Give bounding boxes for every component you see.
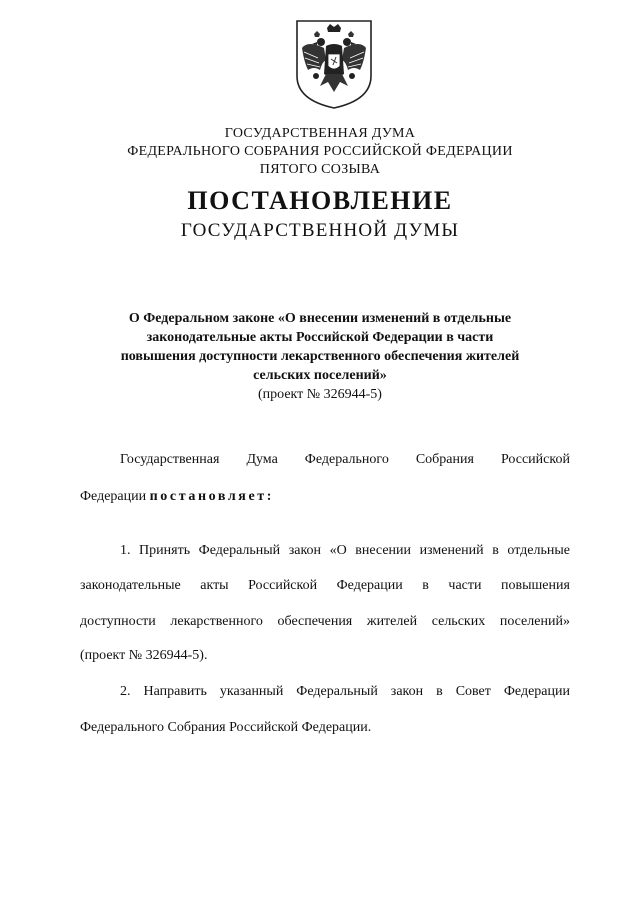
word: Совет bbox=[455, 684, 491, 699]
subject-project-number: (проект № 326944-5) bbox=[258, 387, 382, 402]
word: в bbox=[492, 543, 499, 558]
word: Федеральный bbox=[198, 543, 281, 558]
word: Дума bbox=[246, 452, 278, 467]
org-name-line2: ФЕДЕРАЛЬНОГО СОБРАНИЯ РОССИЙСКОЙ ФЕДЕРАЦИИ bbox=[127, 144, 513, 159]
word: обеспечения bbox=[277, 614, 353, 629]
decree-word: постановляет: bbox=[149, 489, 275, 504]
document-subtitle: ГОСУДАРСТВЕННОЙ ДУМЫ bbox=[180, 220, 460, 241]
item1-line1 bbox=[80, 543, 570, 559]
preamble-line2 bbox=[80, 489, 570, 505]
word: в bbox=[436, 684, 443, 699]
subject-heading bbox=[0, 309, 640, 404]
word: Государственная bbox=[120, 452, 220, 467]
word: Федерации bbox=[336, 578, 403, 593]
subject-line: сельских поселений» bbox=[253, 368, 387, 383]
item2-line1 bbox=[80, 684, 570, 700]
item1-line4: (проект № 326944-5). bbox=[80, 648, 208, 663]
document-title: ПОСТАНОВЛЕНИЕ bbox=[187, 186, 453, 215]
word: Федерации bbox=[503, 684, 570, 699]
word: Федеральный bbox=[296, 684, 378, 699]
subject-line: О Федеральном законе «О внесении изменений в отдельные bbox=[128, 311, 512, 326]
convocation-line: ПЯТОГО СОЗЫВА bbox=[259, 162, 381, 177]
word: Федерального bbox=[304, 452, 389, 467]
word: Российской bbox=[248, 578, 318, 593]
word: отдельные bbox=[507, 543, 570, 558]
word: закон bbox=[390, 684, 424, 699]
item2-line2: Федерального Собрания Российской Федерации. bbox=[80, 720, 372, 735]
item1-line2 bbox=[80, 578, 570, 594]
word: Направить bbox=[143, 684, 207, 699]
org-name-line1: ГОСУДАРСТВЕННАЯ ДУМА bbox=[224, 126, 416, 141]
word: поселений» bbox=[499, 614, 570, 629]
word: лекарственного bbox=[170, 614, 263, 629]
word: внесении bbox=[355, 543, 412, 558]
item1-line3 bbox=[80, 614, 570, 630]
preamble-paragraph bbox=[80, 452, 570, 468]
word: Принять bbox=[139, 543, 191, 558]
subject-line: законодательные акты Российской Федерации в части bbox=[146, 330, 494, 345]
word: в bbox=[422, 578, 429, 593]
word: части bbox=[448, 578, 482, 593]
word: доступности bbox=[80, 614, 156, 629]
word: сельских bbox=[431, 614, 486, 629]
preamble-line1 bbox=[80, 452, 570, 468]
subject-line: повышения доступности лекарственного обеспечения жителей bbox=[120, 349, 520, 364]
word: жителей bbox=[366, 614, 418, 629]
coat-of-arms-emblem bbox=[294, 18, 374, 110]
word: акты bbox=[200, 578, 229, 593]
word: законодательные bbox=[80, 578, 181, 593]
word: повышения bbox=[501, 578, 570, 593]
word: указанный bbox=[219, 684, 284, 699]
word: Собрания bbox=[415, 452, 474, 467]
word: Федерации bbox=[80, 489, 147, 504]
word: Российской bbox=[500, 452, 570, 467]
word: 1. bbox=[120, 543, 131, 558]
word: «О bbox=[329, 543, 347, 558]
word: закон bbox=[288, 543, 322, 558]
word: 2. bbox=[120, 684, 131, 699]
word: изменений bbox=[419, 543, 484, 558]
